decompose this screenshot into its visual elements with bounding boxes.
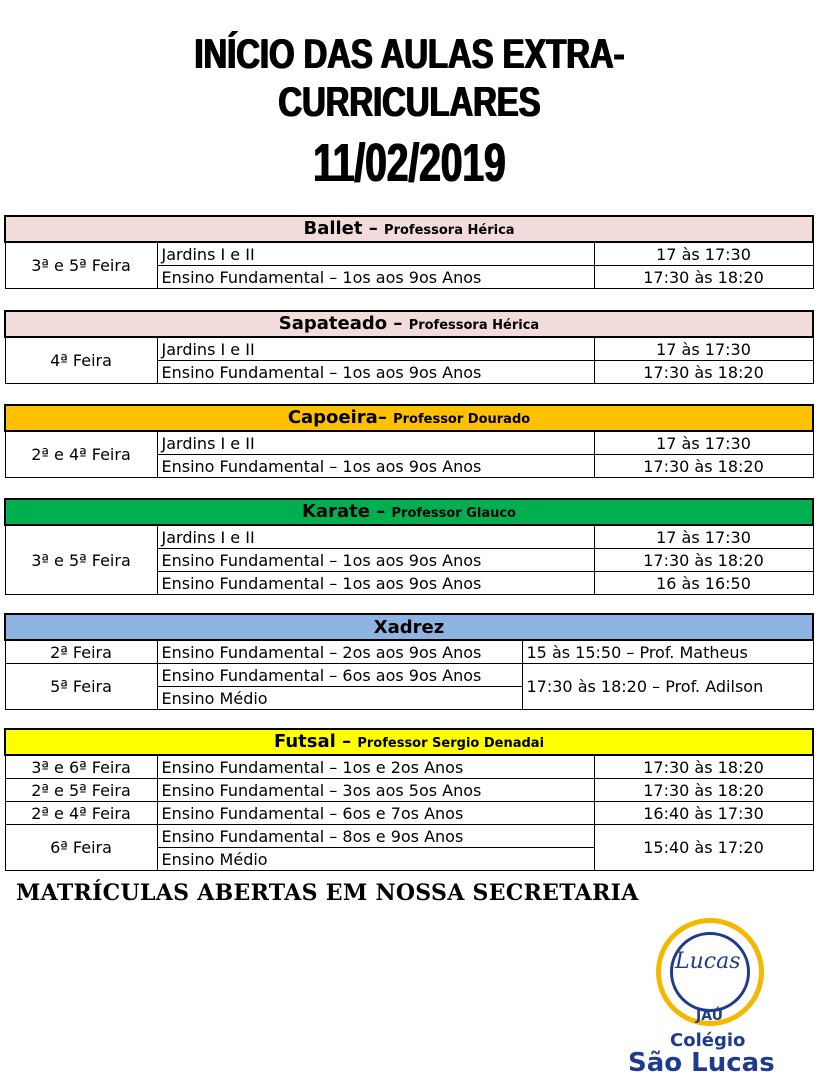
xadrez-level-2: Ensino Fundamental – 6os aos 9os Anos	[157, 664, 522, 687]
xadrez-day-2: 5ª Feira	[5, 664, 157, 710]
enrollment-notice: MATRÍCULAS ABERTAS EM NOSSA SECRETARIA	[16, 880, 639, 906]
capoeira-name: Capoeira–	[287, 406, 387, 428]
capoeira-level-2: Ensino Fundamental – 1os aos 9os Anos	[157, 455, 594, 478]
karate-time-2: 17:30 às 18:20	[594, 549, 813, 572]
karate-level-3: Ensino Fundamental – 1os aos 9os Anos	[157, 572, 594, 595]
capoeira-level-1: Jardins I e II	[157, 431, 594, 455]
futsal-level-2: Ensino Fundamental – 3os aos 5os Anos	[157, 779, 594, 802]
ballet-level-1: Jardins I e II	[157, 242, 594, 266]
karate-table	[4, 498, 814, 595]
ballet-header	[5, 216, 813, 242]
futsal-day-3: 2ª e 4ª Feira	[5, 802, 157, 825]
sapateado-prof: Professora Hérica	[408, 317, 540, 333]
xadrez-table	[4, 613, 814, 710]
futsal-prof: Professor Sergio Denadai	[357, 735, 545, 751]
futsal-name: Futsal –	[273, 730, 352, 752]
xadrez-time-2: 17:30 às 18:20 – Prof. Adilson	[522, 664, 813, 710]
ballet-table	[4, 215, 814, 289]
xadrez-name: Xadrez	[373, 616, 445, 638]
karate-time-3: 16 às 16:50	[594, 572, 813, 595]
ballet-level-2: Ensino Fundamental – 1os aos 9os Anos	[157, 266, 594, 289]
capoeira-table	[4, 404, 814, 478]
karate-header	[5, 499, 813, 525]
capoeira-header	[5, 405, 813, 431]
page-title: INÍCIO DAS AULAS EXTRA-CURRICULARES	[194, 30, 625, 125]
xadrez-level-2b: Ensino Médio	[157, 687, 522, 710]
futsal-level-1: Ensino Fundamental – 1os e 2os Anos	[157, 755, 594, 779]
xadrez-day-1: 2ª Feira	[5, 640, 157, 664]
capoeira-day: 2ª e 4ª Feira	[5, 431, 157, 478]
ballet-day: 3ª e 5ª Feira	[5, 242, 157, 289]
futsal-level-4: Ensino Fundamental – 8os e 9os Anos	[157, 825, 594, 848]
sapateado-time-2: 17:30 às 18:20	[594, 361, 813, 384]
karate-prof: Professor Glauco	[391, 505, 516, 521]
xadrez-header	[5, 614, 813, 640]
capoeira-time-1: 17 às 17:30	[594, 431, 813, 455]
logo-line1: Colégio	[670, 1030, 746, 1051]
karate-time-1: 17 às 17:30	[594, 525, 813, 549]
futsal-time-2: 17:30 às 18:20	[594, 779, 813, 802]
page-date: 11/02/2019	[313, 133, 506, 193]
ballet-time-2: 17:30 às 18:20	[594, 266, 813, 289]
xadrez-time-1: 15 às 15:50 – Prof. Matheus	[522, 640, 813, 664]
sapateado-level-2: Ensino Fundamental – 1os aos 9os Anos	[157, 361, 594, 384]
ballet-time-1: 17 às 17:30	[594, 242, 813, 266]
sapateado-level-1: Jardins I e II	[157, 337, 594, 361]
futsal-day-1: 3ª e 6ª Feira	[5, 755, 157, 779]
logo-school-name: São Lucas	[628, 1048, 775, 1078]
xadrez-level-1: Ensino Fundamental – 2os aos 9os Anos	[157, 640, 522, 664]
futsal-level-3: Ensino Fundamental – 6os e 7os Anos	[157, 802, 594, 825]
sapateado-name: Sapateado –	[278, 312, 403, 334]
karate-day: 3ª e 5ª Feira	[5, 525, 157, 595]
capoeira-time-2: 17:30 às 18:20	[594, 455, 813, 478]
futsal-time-1: 17:30 às 18:20	[594, 755, 813, 779]
sapateado-day: 4ª Feira	[5, 337, 157, 384]
logo-script-text: Lucas	[675, 949, 741, 974]
ballet-prof: Professora Hérica	[384, 222, 515, 238]
logo-city: JAÚ	[696, 1008, 723, 1024]
futsal-table	[4, 728, 814, 871]
karate-level-2: Ensino Fundamental – 1os aos 9os Anos	[157, 549, 594, 572]
sapateado-time-1: 17 às 17:30	[594, 337, 813, 361]
futsal-time-3: 16:40 às 17:30	[594, 802, 813, 825]
capoeira-prof: Professor Dourado	[393, 411, 531, 427]
futsal-day-4: 6ª Feira	[5, 825, 157, 871]
futsal-time-4: 15:40 às 17:20	[594, 825, 813, 871]
karate-level-1: Jardins I e II	[157, 525, 594, 549]
futsal-header	[5, 729, 813, 755]
ballet-name: Ballet –	[303, 217, 378, 239]
school-logo	[620, 918, 810, 1078]
sapateado-header	[5, 311, 813, 337]
karate-name: Karate –	[302, 500, 386, 522]
futsal-day-2: 2ª e 5ª Feira	[5, 779, 157, 802]
sapateado-table	[4, 310, 814, 384]
futsal-level-4b: Ensino Médio	[157, 848, 594, 871]
